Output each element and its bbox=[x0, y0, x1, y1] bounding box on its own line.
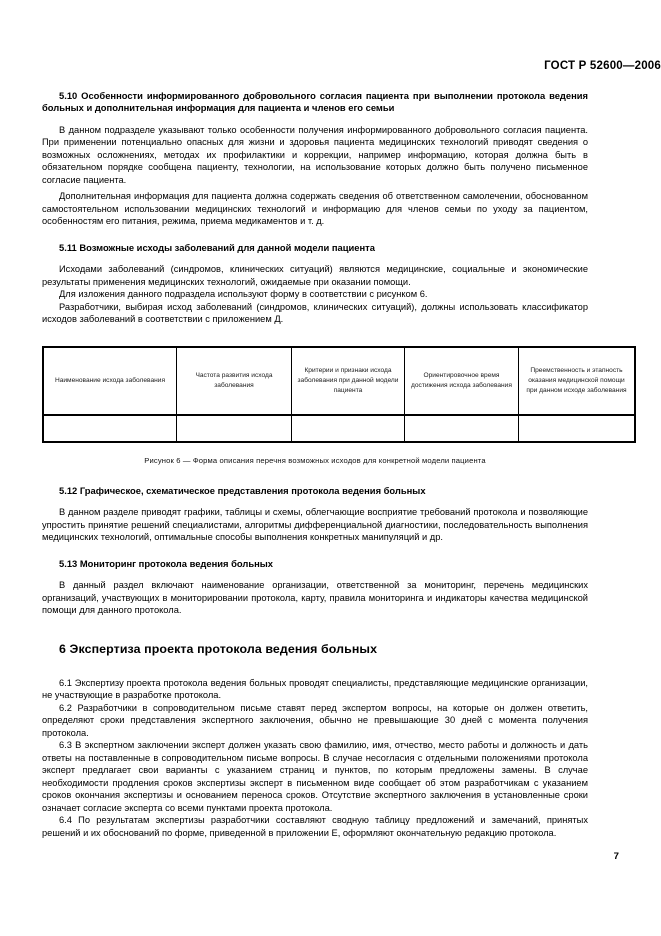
paragraph-6-1: 6.1 Экспертизу проекта протокола ведения больных проводят специалисты, представляющие медицинские организации, не участвующие в разработке протокола. bbox=[42, 677, 588, 701]
paragraph-5-11-3: Разработчики, выбирая исход заболеваний (синдромов, клинических ситуаций), должны использовать классификатор исходов заболеваний в соответствии с приложением Д. bbox=[42, 301, 588, 325]
figure-6-caption: Рисунок 6 — Форма описания перечня возможных исходов для конкретной модели пациента bbox=[144, 455, 486, 465]
standard-header: ГОСТ Р 52600—2006 bbox=[544, 60, 661, 72]
spacer bbox=[42, 254, 588, 263]
spacer bbox=[42, 570, 588, 579]
table-cell bbox=[519, 415, 636, 442]
table-row bbox=[43, 415, 635, 442]
table-cell bbox=[405, 415, 519, 442]
heading-5-10: 5.10 Особенности информированного добровольного согласия пациента при выполнении протокола ведения больных и дополнительная информация для пациента и членов его семьи bbox=[42, 90, 588, 114]
table-header-cell: Критерии и признаки исхода заболевания при данной модели пациента bbox=[292, 347, 405, 415]
page-number: 7 bbox=[613, 851, 619, 862]
table-header-row bbox=[43, 347, 635, 415]
paragraph-5-11-1: Исходами заболеваний (синдромов, клинических ситуаций) являются медицинские, социальные и экономические результаты применения медицинских технологий, ожидаемые при оказании помощи. bbox=[42, 264, 588, 287]
spacer bbox=[42, 465, 588, 485]
paragraph-6-2: 6.2 Разработчики в сопроводительном письме ставят перед экспертом вопросы, на которые он должен ответить, определяют сроки представления экспертного заключения, обычно не превышающие 30 дней с момента получения протокола. bbox=[42, 702, 588, 738]
paragraph-6-3: 6.3 В экспертном заключении эксперт должен указать свою фамилию, имя, отчество, место работы и должность и дать ответы на поставленные в сопроводительном письме вопросы. В случае несогласия с отдельными положениями протокола эксперт предлагает свои варианты с указанием страниц и пунктов, по которым предложены замены. В случае необходимости продления сроков экспертизы эксперт в письменном виде сообщает об этом разработчикам с указанием сроков окончания экспертизы и основанием переноса сроков. Отсутствие экспертного заключения в установленные сроки означает согласие эксперта со всеми пунктами проекта протокола. bbox=[42, 740, 588, 813]
table-header-cell: Ориентировочное время достижения исхода заболевания bbox=[405, 347, 519, 415]
table-cell bbox=[177, 415, 292, 442]
spacer bbox=[42, 228, 588, 242]
table-header-cell: Преемственность и этапность оказания медицинской помощи при данном исходе заболевания bbox=[519, 347, 636, 415]
figure-6-table bbox=[42, 346, 636, 443]
paragraph-5-10-2: Дополнительная информация для пациента должна содержать сведения об ответственном самолечении, обоснованном самостоятельном использовании медицинских технологий и информацию для членов семьи по уходу за пациентом, особенностям его питания, режима, приема медикаментов и т. д. bbox=[42, 191, 588, 227]
paragraph-5-11-2: Для изложения данного подраздела используют форму в соответствии с рисунком 6. bbox=[59, 289, 428, 300]
table-cell bbox=[43, 415, 177, 442]
table-header-cell: Частота развития исхода заболевания bbox=[177, 347, 292, 415]
heading-6: 6 Экспертиза проекта протокола ведения больных bbox=[59, 641, 378, 656]
spacer bbox=[42, 544, 588, 558]
paragraph-5-12-1: В данном разделе приводят графики, таблицы и схемы, облегчающие восприятие требований протокола и позволяющие упростить принятие решений специалистами, алгоритмы дифференциальной диагностики, последовательность выполнения медицинских технологий, оптимальные способы выполнения конкретных манипуляций и др. bbox=[42, 507, 588, 543]
spacer bbox=[42, 326, 588, 346]
heading-5-12: 5.12 Графическое, схематическое представления протокола ведения больных bbox=[59, 484, 426, 496]
document-body bbox=[42, 90, 627, 839]
table-header-cell: Наименование исхода заболевания bbox=[43, 347, 177, 415]
heading-5-13: 5.13 Мониторинг протокола ведения больных bbox=[59, 557, 273, 569]
spacer bbox=[42, 657, 588, 677]
paragraph-5-10-1: В данном подразделе указывают только особенности получения информированного добровольного согласия пациента. При применении потенциально опасных для жизни и здоровья пациента медицинских технологий приводят сведения о возможных осложнениях, методах их профилактики и коррекции, например информацию, которая должна быть в обязательном порядке сообщена пациенту, технологии, на использование которых должно быть получено письменное согласие пациента. bbox=[42, 124, 588, 185]
spacer bbox=[42, 497, 588, 506]
paragraph-6-4: 6.4 По результатам экспертизы разработчики составляют сводную таблицу предложений и замечаний, принятых решений и их обоснований по форме, приведенной в приложении Е, оформляют окончательную редакцию протокола. bbox=[42, 815, 588, 838]
table-cell bbox=[292, 415, 405, 442]
heading-5-11: 5.11 Возможные исходы заболеваний для данной модели пациента bbox=[59, 241, 375, 253]
paragraph-5-13-1: В данный раздел включают наименование организации, ответственной за мониторинг, перечень медицинских организаций, участвующих в мониторировании протокола, карту, правила мониторинга и индикаторы качества медицинской помощи для данного протокола. bbox=[42, 580, 588, 616]
spacer bbox=[42, 617, 588, 637]
spacer bbox=[42, 115, 588, 124]
